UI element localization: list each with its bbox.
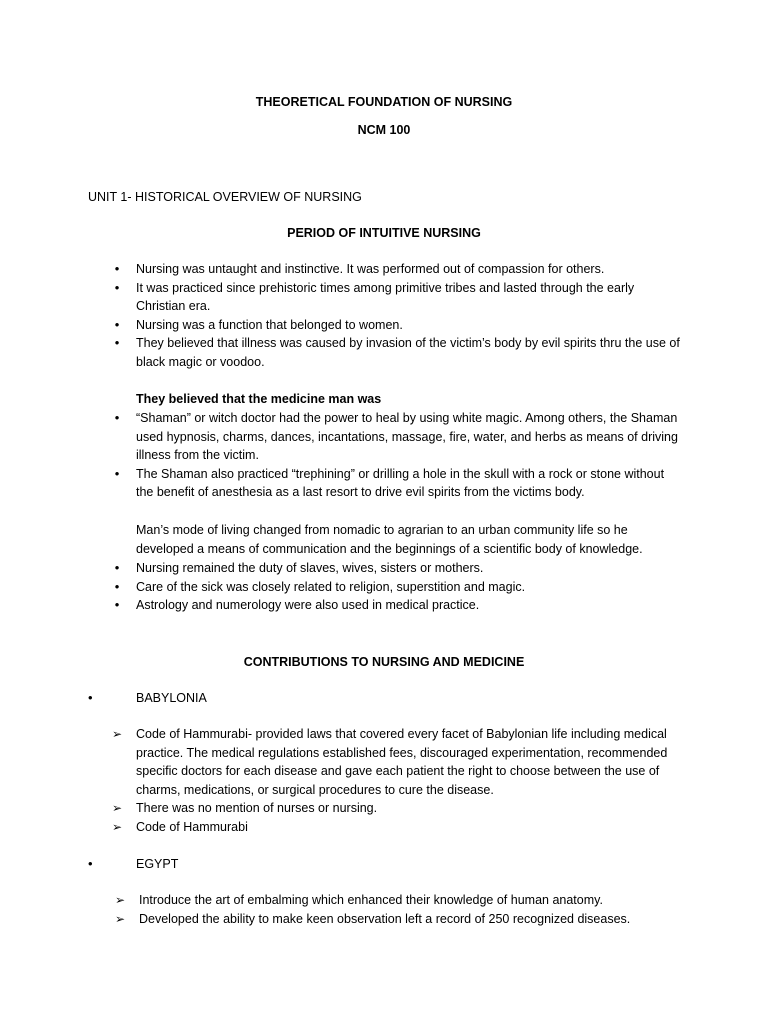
- arrow-bullet-icon: ➢: [112, 727, 123, 741]
- bullet-list-practice: [112, 559, 682, 615]
- arrow-bullet-icon: ➢: [115, 893, 126, 907]
- list-item: • The Shaman also practiced “trephining” or drilling a hole in the skull with a rock or stone without the benefit of anesthesia as a last resort to drive evil spirits from the victims body.: [112, 465, 682, 502]
- list-item: • It was practiced since prehistoric times among primitive tribes and lasted through the early Christian era.: [112, 279, 682, 316]
- list-item: • Astrology and numerology were also used in medical practice.: [112, 596, 682, 615]
- bullet-icon: •: [114, 316, 120, 332]
- list-item: ➢ Introduce the art of embalming which enhanced their knowledge of human anatomy.: [115, 891, 685, 910]
- arrow-list-babylonia: [112, 725, 682, 836]
- unit-heading: UNIT 1- HISTORICAL OVERVIEW OF NURSING: [88, 190, 362, 204]
- list-item: • Nursing was untaught and instinctive. It was performed out of compassion for others.: [112, 260, 682, 279]
- arrow-bullet-icon: ➢: [112, 819, 123, 834]
- list-item: • “Shaman” or witch doctor had the power to heal by using white magic. Among others, the Shaman used hypnosis, charms, dances, incantations, massage, fire, water, and herbs as means of driving illness from the victim.: [112, 409, 682, 465]
- bullet-icon: •: [114, 560, 120, 575]
- section-heading-contributions: CONTRIBUTIONS TO NURSING AND MEDICINE: [243, 655, 525, 669]
- course-code: NCM 100: [357, 123, 411, 137]
- bullet-list-shaman: [112, 409, 682, 502]
- bullet-icon: •: [114, 597, 120, 612]
- bullet-icon: •: [88, 690, 93, 705]
- bullet-icon: •: [114, 261, 120, 276]
- list-item: • Nursing remained the duty of slaves, wives, sisters or mothers.: [112, 559, 682, 578]
- document-title: THEORETICAL FOUNDATION OF NURSING: [255, 95, 513, 109]
- list-item: • Nursing was a function that belonged to women.: [112, 316, 682, 335]
- section-heading-intuitive-nursing: PERIOD OF INTUITIVE NURSING: [287, 226, 481, 240]
- bullet-icon: •: [114, 279, 120, 295]
- list-item: ➢ Developed the ability to make keen observation left a record of 250 recognized diseases.: [115, 910, 685, 929]
- bullet-icon: •: [114, 410, 120, 425]
- arrow-bullet-icon: ➢: [112, 801, 123, 815]
- arrow-bullet-icon: ➢: [115, 911, 126, 926]
- bullet-icon: •: [114, 335, 120, 350]
- bullet-list-intuitive: [112, 260, 682, 371]
- bullet-icon: •: [88, 856, 93, 871]
- subheading-medicine-man: They believed that the medicine man was: [136, 392, 382, 406]
- list-item: ➢ There was no mention of nurses or nursing.: [112, 799, 682, 818]
- list-item: • Care of the sick was closely related to religion, superstition and magic.: [112, 578, 682, 597]
- list-item: ➢ Code of Hammurabi- provided laws that covered every facet of Babylonian life including medical practice. The medical regulations established fees, discouraged experimentation, recommended specific doctors for each disease and gave each patient the right to choose between the use of charms, medications, or surgical procedures to cure the disease.: [112, 727, 668, 797]
- paragraph-community-life: Man’s mode of living changed from nomadic to agrarian to an urban community life so he developed a means of communication and the beginnings of a scientific body of knowledge.: [136, 523, 643, 556]
- bullet-icon: •: [114, 578, 120, 594]
- list-item: • They believed that illness was caused by invasion of the victim’s body by evil spirits thru the use of black magic or voodoo.: [112, 334, 682, 371]
- babylonia-label: BABYLONIA: [136, 691, 207, 705]
- list-item: ➢ Code of Hammurabi: [112, 818, 682, 837]
- egypt-label: EGYPT: [136, 857, 179, 871]
- bullet-icon: •: [114, 465, 120, 481]
- arrow-list-egypt: [115, 891, 685, 928]
